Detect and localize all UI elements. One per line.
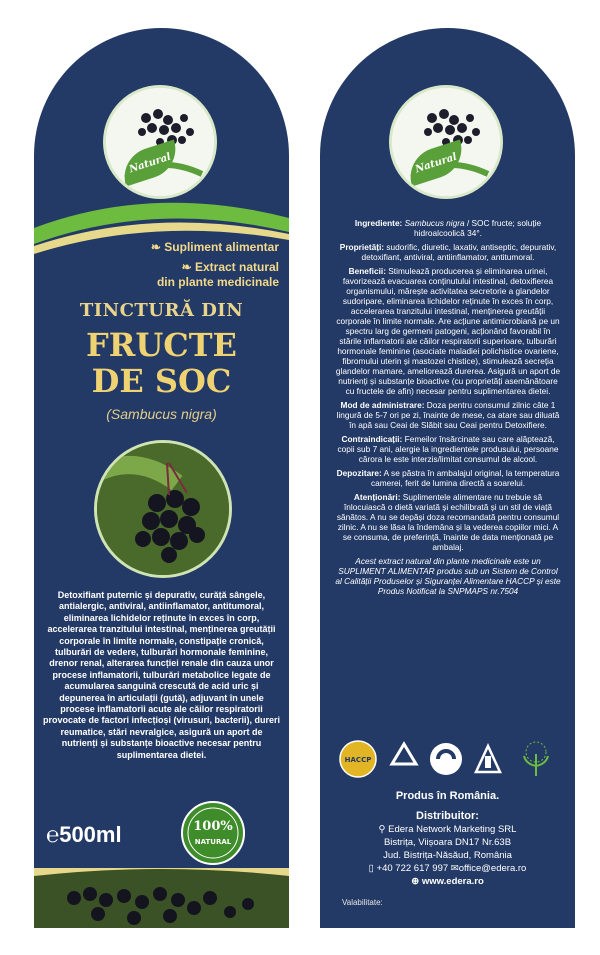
natural-badge: Natural <box>117 139 183 186</box>
elderberry-icon <box>392 88 500 196</box>
email-icon: ✉ <box>450 863 459 874</box>
phone-icon: ▯ <box>368 863 374 874</box>
address-line2: Jud. Bistrița-Năsăud, România <box>383 850 512 861</box>
ingredients: Ingrediente: Sambucus nigra / SOC fructe; soluție hidroalcoolică 34°. <box>354 218 542 238</box>
claim-supplement: ❧ Supliment alimentar <box>150 240 279 254</box>
phone-number[interactable]: +40 722 617 997 <box>376 863 449 874</box>
storage: Depozitare: A se păstra în ambalajul original, la temperatura camerei, ferit de lumina directă a soarelui. <box>336 468 560 488</box>
email-link[interactable]: office@edera.ro <box>458 863 527 874</box>
back-label <box>320 28 575 928</box>
product-description: Detoxifiant puternic și depurativ, curăță sângele, antialergic, antiviral, antiinflamator, antitumoral, eliminarea lichidelor reținute în exces în corp, accelerarea tranzitului intestinal, menținerea greutății corporale în limite normale, constipație cronică, tulburări de vedere, tulburări hormonale feminine, drenor renal, alterarea funcției renale din cauza unor procese inflamatorii, tulburări metabolice legate de acumularea sanguină crescută de acid uric și depunerea în articulații (gută), adjuvant în unele procese inflamatorii acute ale căilor respiratorii provocate de factori infecțioși (virusuri, bacterii), dureri reumatice, stări nevralgice, asigură un aport de nutrienți și substanțe bioactive necesar pentru suplimentarea dietei. <box>42 590 281 760</box>
certification-icons <box>336 734 561 784</box>
eu-flower-icon <box>524 742 548 776</box>
warnings: Atenționări: Suplimentele alimentare nu trebuie să înlocuiască o dietă variată și echilibrată și un stil de viață sănătos. A nu se depăși doza recomandată pentru consumul zilnic. A nu se lăsa la îndemâna și la vederea copiilor mici. A se consuma, de preferință, înainte de data menționată pe ambalaj. <box>336 492 560 552</box>
title-prefix: TINCTURĂ DIN <box>79 300 244 321</box>
svg-text:HACCP: HACCP <box>344 756 372 764</box>
claim-plants: din plante medicinale <box>156 275 279 289</box>
berries-bottom-photo <box>34 868 289 928</box>
green-dot-icon <box>430 743 462 775</box>
natural-emblem-back <box>392 88 500 196</box>
company-name: ⚲ Edera Network Marketing SRL <box>378 824 517 835</box>
recyclable-bottle-icon <box>476 746 500 772</box>
validity-label: Valabilitate: <box>342 898 383 907</box>
svg-text:100%: 100% <box>193 819 233 834</box>
haccp-icon <box>340 741 376 777</box>
title-line2: DE SOC <box>91 362 232 400</box>
decorative-swoosh <box>34 188 289 268</box>
front-label <box>34 28 289 928</box>
location-pin-icon: ⚲ <box>378 824 386 835</box>
natural-seal-icon <box>180 800 246 866</box>
benefits: Beneficii: Stimulează producerea și eliminarea urinei, favorizează evacuarea conținutului intestinal, detoxifierea organismului, mărește activitatea secretorie a glandelor sudoripare, eliminarea lichidelor reținute în exces în corp, accelerarea tranzitului intestinal, menținerea greutății corporale în limite normale. Are acțiune antimicrobiană pe un spectru larg de germeni patogeni, acționând favorabil în stările inflamatorii ale căilor respiratorii superioare, tulburări hormonale feminine (asociate maladiei polichistice ovariene, fibromului uterin și mastozei chistice), stimulează secreția glandelor mamare, ameliorează durerea. Asigură un aport de nutrienți și substanțe bioactive (cu proprietăți asemănătoare cu fructele de afin) necesar pentru suplimentarea dietei. <box>335 266 561 396</box>
latin-name: (Sambucus nigra) <box>106 406 217 422</box>
contact-line <box>320 862 575 875</box>
natural-badge: Natural <box>403 139 469 186</box>
made-in: Produs în România. <box>395 790 500 802</box>
elderberry-icon <box>106 88 214 196</box>
svg-text:NATURAL: NATURAL <box>194 838 232 846</box>
volume-label: ℮500ml <box>46 822 122 847</box>
properties: Proprietăți: sudorific, diuretic, laxativ, antiseptic, depurativ, detoxifiant, antiviral, antiinflamator, antitumoral. <box>339 242 557 262</box>
certification-note: Acest extract natural din plante medicinale este un SUPLIMENT ALIMENTAR produs sub un Sistem de Control al Calității Produselor și Siguranței Alimentare HACCP și este Produs Notificat la SNPMAPS nr.7504 <box>335 556 561 596</box>
website-line <box>320 875 575 888</box>
distributor-label: Distribuitor: <box>416 810 479 822</box>
claim-extract: ❧ Extract natural <box>181 260 279 274</box>
product-details <box>334 218 562 600</box>
recycle-icon <box>392 744 416 764</box>
address-line1: Bistrița, Viișoara DN17 Nr.63B <box>383 837 512 848</box>
elderberry-photo <box>94 440 232 578</box>
title-line1: FRUCTE <box>86 326 237 364</box>
distributor-block <box>320 810 575 888</box>
natural-emblem <box>106 88 214 196</box>
website-link[interactable]: www.edera.ro <box>421 876 484 887</box>
usage: Mod de administrare: Doza pentru consumul zilnic câte 1 lingură de 5-7 ori pe zi, înainte de mese, ca atare sau diluată în apă sau Ceai de Slăbit sau Ceai pentru Detoxifiere. <box>336 400 560 430</box>
contraindications: Contraindicații: Femeilor însărcinate sau care alăptează, copii sub 7 ani, alergie la ingredientele produsului, persoane cărora le este interzis/limitat consumul de alcool. <box>337 434 559 464</box>
globe-icon: ⊕ <box>411 876 420 887</box>
